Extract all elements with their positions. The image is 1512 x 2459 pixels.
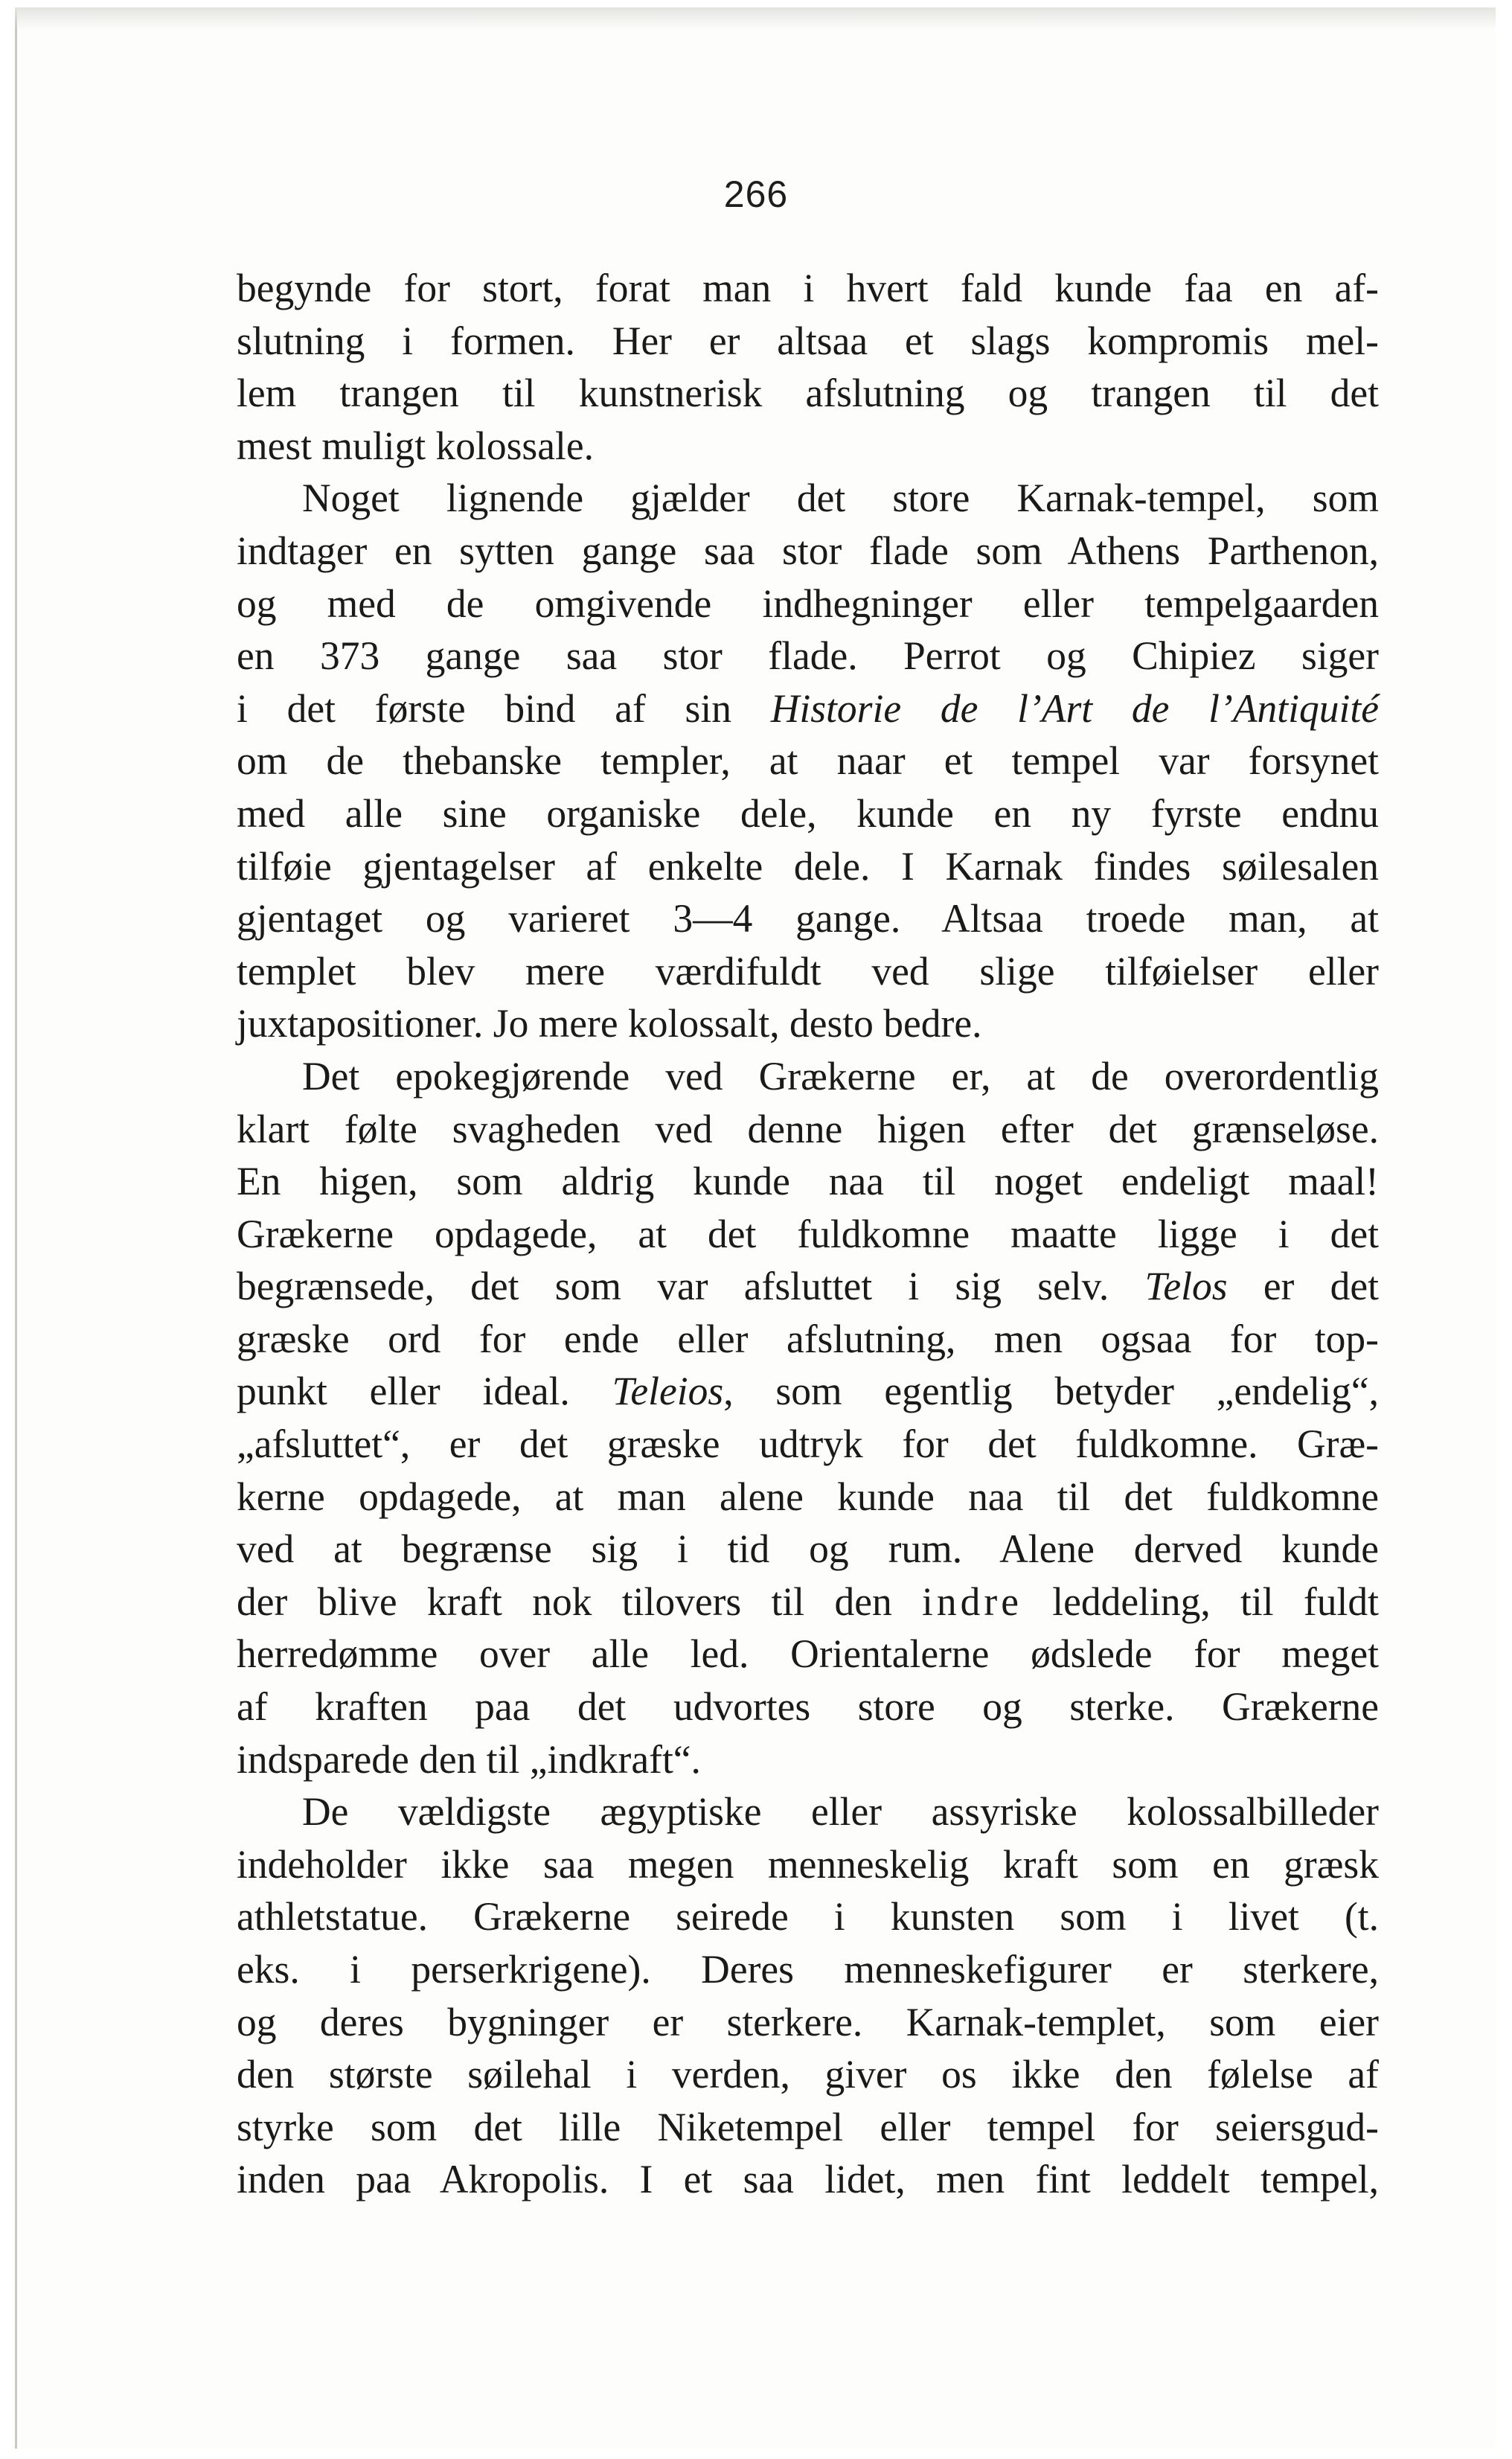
text-line [237,1260,1379,1313]
text-line [237,1733,1379,1786]
text-line [237,578,1379,630]
text-line [237,1996,1379,2049]
text-run: „afsluttet“, er det græske udtryk for det fuldkomne. Græ- [237,1422,1379,1467]
text-run: De vældigste ægyptiske eller assyriske kolossalbilleder [302,1789,1379,1835]
text-line [237,1471,1379,1523]
text-line [237,945,1379,998]
text-run: den største søilehal i verden, giver os ikke den følelse af [237,2052,1379,2097]
text-line [237,735,1379,787]
spaced-emphasis: indre [922,1579,1022,1624]
text-line [237,892,1379,945]
text-line [237,787,1379,840]
text-run: af kraften paa det udvortes store og sterke. Grækerne [237,1684,1379,1730]
text-run: en 373 gange saa stor flade. Perrot og Chipiez siger [237,633,1379,679]
italic-title: Historie de l’Art de l’Antiquité [770,685,1379,731]
text-run: Noget lignende gjælder det store Karnak-tempel, som [302,476,1379,521]
text-line [237,1365,1379,1418]
text-run: indeholder ikke saa megen menneskelig kraft som en græsk [237,1841,1379,1887]
text-line [237,1103,1379,1156]
italic-title: Teleios [612,1369,724,1414]
text-line [237,630,1379,682]
text-run: indsparede den til „indkraft“. [237,1736,701,1782]
text-run: om de thebanske templer, at naar et tempel var forsynet [237,738,1379,784]
text-line [237,525,1379,578]
text-line [237,840,1379,893]
text-line [237,262,1379,315]
text-run: Det epokegjørende ved Grækerne er, at de overordentlig [302,1053,1379,1099]
text-run: indtager en sytten gange saa stor flade som Athens Parthenon, [237,528,1379,573]
text-run: i det første bind af sin [237,685,771,731]
text-run: med alle sine organiske dele, kunde en ny fyrste endnu [237,790,1379,836]
text-line [237,367,1379,420]
text-run: klart følte svagheden ved denne higen efter det grænseløse. [237,1106,1379,1151]
text-line [237,315,1379,368]
text-line [237,1681,1379,1733]
text-line [237,1838,1379,1891]
text-line [237,1576,1379,1628]
text-run: herredømme over alle led. Orientalerne ødslede for meget [237,1631,1379,1677]
text-line [237,2048,1379,2101]
text-run: lem trangen til kunstnerisk afslutning og trangen til det [237,371,1379,416]
text-line [237,420,1379,473]
text-run: , som egentlig betyder „endelig“, [723,1369,1380,1414]
text-run: leddeling, til fuldt [1022,1579,1379,1624]
page-top-shadow [15,7,1496,30]
text-line [237,997,1379,1050]
text-run: eks. i perserkrigene). Deres menneskefigurer er sterkere, [237,1947,1379,1992]
text-run: slutning i formen. Her er altsaa et slags kompromis mel- [237,318,1379,363]
text-run: og deres bygninger er sterkere. Karnak-templet, som eier [237,1999,1379,2044]
text-run: begrænsede, det som var afsluttet i sig selv. [237,1264,1145,1309]
text-run: græske ord for ende eller afslutning, men ogsaa for top- [237,1316,1379,1361]
text-line [237,1155,1379,1208]
text-run: styrke som det lille Niketempel eller tempel for seiersgud- [237,2104,1379,2149]
text-run: En higen, som aldrig kunde naa til noget endeligt maal! [237,1159,1379,1204]
text-run: athletstatue. Grækerne seirede i kunsten som i livet (t. [237,1894,1379,1940]
text-line [237,1050,1379,1103]
text-run: mest muligt kolossale. [237,423,594,468]
text-run: templet blev mere værdifuldt ved slige tilføielser eller [237,948,1379,994]
text-line [237,1523,1379,1576]
text-run: er det [1227,1264,1379,1309]
text-line [237,1208,1379,1261]
text-line [237,682,1379,735]
text-line [237,1313,1379,1366]
text-line [237,2153,1379,2206]
text-run: inden paa Akropolis. I et saa lidet, men fint leddelt tempel, [237,2157,1379,2202]
text-run: Grækerne opdagede, at det fuldkomne maatte ligge i det [237,1211,1379,1256]
text-run: og med de omgivende indhegninger eller tempelgaarden [237,581,1379,626]
text-line [237,1628,1379,1681]
text-run: der blive kraft nok tilovers til den [237,1579,923,1624]
text-line [237,2101,1379,2154]
text-run: tilføie gjentagelser af enkelte dele. I Karnak findes søilesalen [237,843,1379,889]
text-run: gjentaget og varieret 3—4 gange. Altsaa troede man, at [237,896,1379,941]
text-run: punkt eller ideal. [237,1369,612,1414]
text-line [237,472,1379,525]
page-number: 266 [723,173,789,215]
text-line [237,1943,1379,1996]
text-run: begynde for stort, forat man i hvert fald kunde faa en af- [237,266,1379,310]
text-run: ved at begrænse sig i tid og rum. Alene derved kunde [237,1526,1379,1572]
italic-title: Telos [1144,1264,1228,1309]
text-run: kerne opdagede, at man alene kunde naa til det fuldkomne [237,1474,1379,1519]
text-run: juxtapositioner. Jo mere kolossalt, desto bedre. [237,1001,982,1046]
body-text [237,262,1379,2206]
text-line [237,1418,1379,1471]
text-line [237,1890,1379,1943]
text-line [237,1785,1379,1838]
